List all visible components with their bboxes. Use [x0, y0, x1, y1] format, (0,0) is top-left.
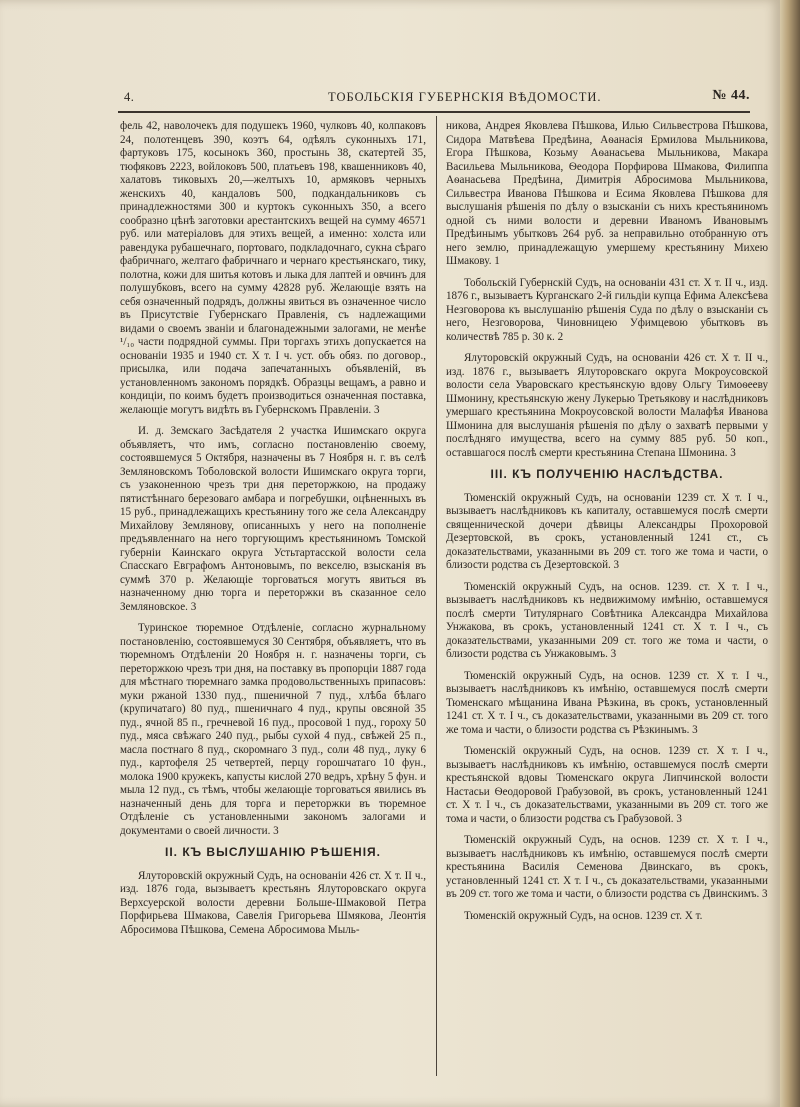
notice-paragraph: Тюменскiй окружный Судъ, на основанiи 1239 ст. X т. I ч., вызываетъ наслѣдниковъ къ капиталу, оставшемуся послѣ смерти священнической дочери дѣвицы Александры Прохоровой Дезертовской, въ срокъ, установленный 1241 ст., съ доказательствами, указанными въ 209 ст. того же тома и части, о близости родства съ Дезертовской. 3: [446, 491, 768, 571]
column-divider: [436, 116, 437, 1076]
notice-paragraph: Тюменскiй окружный Судъ, на основ. 1239 ст. X т. I ч., вызываетъ наслѣдниковъ къ имѣнiю, оставшемуся послѣ смерти крестьянина Василiя Семенова Двинскаго, въ срокъ, установленный 1241 ст. X т. I ч., съ доказательствами, указанными въ 209 ст. того же тома и части, о близости родства съ Двинскимъ. 3: [446, 834, 768, 900]
header-rule: [118, 111, 750, 113]
notice-paragraph: Тюменскiй окружный Судъ, на основ. 1239. ст. X т. I ч., вызываетъ наслѣдниковъ къ недвижимому имѣнiю, оставшемуся послѣ смерти Титулярнаго Совѣтника Александра Михайлова Унжакова, въ срокъ, установленный 1241 ст. X т. I ч., съ доказательствами, указанными 209 ст. того же тома и части, о близости родства съ Унжаковымъ. 3: [446, 580, 768, 660]
section-heading: II. КЪ ВЫСЛУШАНIЮ РѢШЕНIЯ.: [165, 845, 381, 859]
notice-paragraph: Тюменскiй окружный Судъ, на основ. 1239 ст. X т. I ч., вызываетъ наслѣдниковъ къ имѣнiю, оставшемуся послѣ смерти крестьянской вдовы Тюменскаго округа Липчинской волости Настасьи Ѳеодоровой Грабузовой, въ срокъ, установленный 1241 ст. X т. I ч., съ доказательствами, указанными въ 209 ст. того же тома и части, о близости родства съ Грабузовой. 3: [446, 745, 768, 825]
notice-paragraph: Ялуторовскiй окружный Судъ, на основанiи 426 ст. X т. II ч., изд. 1876 г., вызываетъ Ялуторовскаго округа Мокроусовской волости села Уваровскаго крестьянскую вдову Ольгу Тимоѳееву Шмонину, крестьянскую жену Лукерью Третьякову и наслѣдниковъ умершаго крестьянина Мокроусовской волости Малафѣя Иванова Шмонина для выслушанiя рѣшенiя по дѣлу о захватѣ первыми у послѣдняго имущества, всего на сумму 885 руб. 50 коп., оставшагося послѣ смерти крестьянина Степана Шмонина. 3: [446, 352, 768, 459]
notice-paragraph: Тобольскiй Губернскiй Судъ, на основанiи 431 ст. X т. II ч., изд. 1876 г., вызываетъ Курганскаго 2-й гильдiи купца Ефима Алексѣева Незговорова къ выслушанiю рѣшенiя Суда по дѣлу о взысканiи съ него, Незговорова, Чиновницею Уфимцевою убытковъ въ количествѣ 785 р. 30 к. 2: [446, 276, 768, 343]
newspaper-title: ТОБОЛЬСКIЯ ГУБЕРНСКIЯ ВѢДОМОСТИ.: [328, 90, 602, 104]
notice-paragraph: Ялуторовскiй окружный Судъ, на основанiи 426 ст. X т. II ч., изд. 1876 года, вызываетъ крестьянъ Ялуторовскаго округа Верхсуерской волости деревни Больше-Шмаковой Петра Порфирьева Шмакова, Савелiя Григорьева Шмякова, Леонтiя Абросимова Пѣшкова, Семена Абросимова Мыль-: [120, 869, 426, 936]
notice-paragraph: фель 42, наволочекъ для подушекъ 1960, чулковъ 40, колпаковъ 24, полотенцевъ 390, коэтъ 64, одѣялъ суконныхъ 171, фартуковъ 175, косынокъ 360, простынь 38, скатертей 35, тюфяковъ 2223, войлоковъ 500, платьевъ 198, квашенниковъ 40, халатовъ тиковыхъ 20,—желтыхъ 10, армяковъ черныхъ женскихъ 40, кандаловъ 500, подкандальниковъ съ принадлежностями 300 и куртокъ суконныхъ 350, а всего сообразно цѣнѣ заготовки арестантскихъ вещей на сумму 46571 руб. или матерiаловъ для этихъ вещей, а именно: холста или равендука рубашечнаго, портоваго, подкладочнаго, сукна сѣраго фабричнаго, желтаго фабричнаго и чернаго крестьянскаго, тику, полотна, кожи для шитья котовъ и лыка для лаптей и овчинъ для полушубковъ, всего на сумму 42828 руб. Желающiе взять на себя означенный подрядъ, должны явиться въ означенное число въ Присутствiе Губернскаго Правленiя, съ надлежащими видами о своемъ званiи и благонадежными залогами, не менѣе ¹/₁₀ части подрядной суммы. При торгахъ этихъ допускается на основанiи 1935 и 1940 ст. X т. I ч. уст. объ обяз. по договор., присылка, или подача запечатанныхъ объявленiй, въ установленномъ закономъ порядкѣ. Образцы вещамъ, а равно и кондицiи, по коимъ будетъ производиться означенная поставка, желающiе могутъ видѣть въ Губернскомъ Правленiи. 3: [120, 120, 426, 416]
right-column: [446, 120, 768, 931]
page-header: [118, 88, 750, 110]
notice-paragraph: Туринское тюремное Отдѣленiе, согласно журнальному постановленiю, состоявшемуся 30 Сентября, объявляетъ, что въ тюремномъ Отдѣленiи 20 Ноября н. г. назначены торги, съ переторжкою чрезъ три дня, на поставку въ пропорцiи 1887 года для мѣстнаго тюремнаго замка продовольственныхъ припасовъ: муки ржаной 1330 пуд., пшеничной 7 пуд., хлѣба бѣлаго (крупичатаго) 80 пуд., пшеничнаго 4 пуд., крупы овсяной 35 пуд., ячной 85 п., гречневой 16 пуд., просовой 1 пуд., гороху 50 пуд., мяса свѣжаго 240 пуд., рыбы сухой 4 пуд., свѣжей 25 п., масла постнаго 8 пуд., скоромнаго 3 пуд., соли 48 пуд., луку 6 пуд., картофеля 25 четвертей, перцу горошчатаго 10 фун., молока 1900 кружекъ, капусты кислой 270 ведръ, хрѣну 5 фун. и мыла 12 пуд., съ тѣмъ, чтобы желающiе торговаться явились въ назначенный день для торга и переторжки въ тюремное Отдѣленiе съ установленными закономъ залогами и документами о своей личности. 3: [120, 622, 426, 837]
left-column: [120, 120, 426, 945]
notice-paragraph: никова, Андрея Яковлева Пѣшкова, Илью Сильвестрова Пѣшкова, Сидора Матвѣева Предѣина, Аѳанасiя Ермилова Мыльникова, Егора Пѣшкова, Козьму Аѳанасьева Мыльникова, Макара Васильева Мыльникова, Ѳеодора Порфирова Шмакова, Филиппа Аѳанасьева Предѣина, Димитрiя Абросимова Мыльникова, Сильвестра Иванова Пѣшкова и Есима Яковлева Пѣшкова для выслушанiя рѣшенiя по дѣлу о взысканiи съ нихъ крестьяниномъ одной съ ними волости и деревни Иваномъ Ивановымъ Предѣинымъ убытковъ 264 руб. за неправильно отобранную отъ него землю, принадлежащую умершему крестьянину Михею Шмакову. 1: [446, 120, 768, 267]
notice-paragraph: И. д. Земскаго Засѣдателя 2 участка Ишимскаго округа объявляетъ, что имъ, согласно постановленiю своему, состоявшемуся 5 Октября, назначены въ 7 Ноября н. г. въ селѣ Земляновскомъ Тоболовской волости Ишимскаго округа торги, съ узаконенною чрезъ три дня переторжкою, на продажу пятистѣннаго березоваго амбара и погребушки, оцѣненныхъ въ 15 руб., принадлежащихъ крестьянину того же села Александру Михайлову Землянову, описанныхъ у него на пополненiе предъявленнаго на него торгующимъ крестьяниномъ Томской губернiи Каинскаго округа Устьтартасской волости села Спасскаго Евграфомъ Антоновымъ, по векселю, взысканiя въ суммѣ 370 р. Желающiе торговаться могутъ явиться въ назначенному дню торга и переторжки въ сказанное село Земляновское. 3: [120, 425, 426, 613]
notice-paragraph: Тюменскiй окружный Судъ, на основ. 1239 ст. X т.: [464, 909, 703, 922]
section-heading: III. КЪ ПОЛУЧЕНIЮ НАСЛѢДСТВА.: [490, 467, 724, 481]
page-edge: [780, 0, 800, 1107]
issue-number: № 44.: [712, 88, 750, 103]
notice-paragraph: Тюменскiй окружный Судъ, на основ. 1239 ст. X т. I ч., вызываетъ наслѣдниковъ къ имѣнiю, оставшемуся послѣ смерти Тюменскаго мѣщанина Ивана Рѣзкина, въ срокъ, установленный 1241 ст. X т. I ч., съ доказательствами, указанными въ 209 ст. того же тома и части, о близости родства съ Рѣзкинымъ. 3: [446, 669, 768, 736]
page-number: 4.: [124, 90, 135, 104]
